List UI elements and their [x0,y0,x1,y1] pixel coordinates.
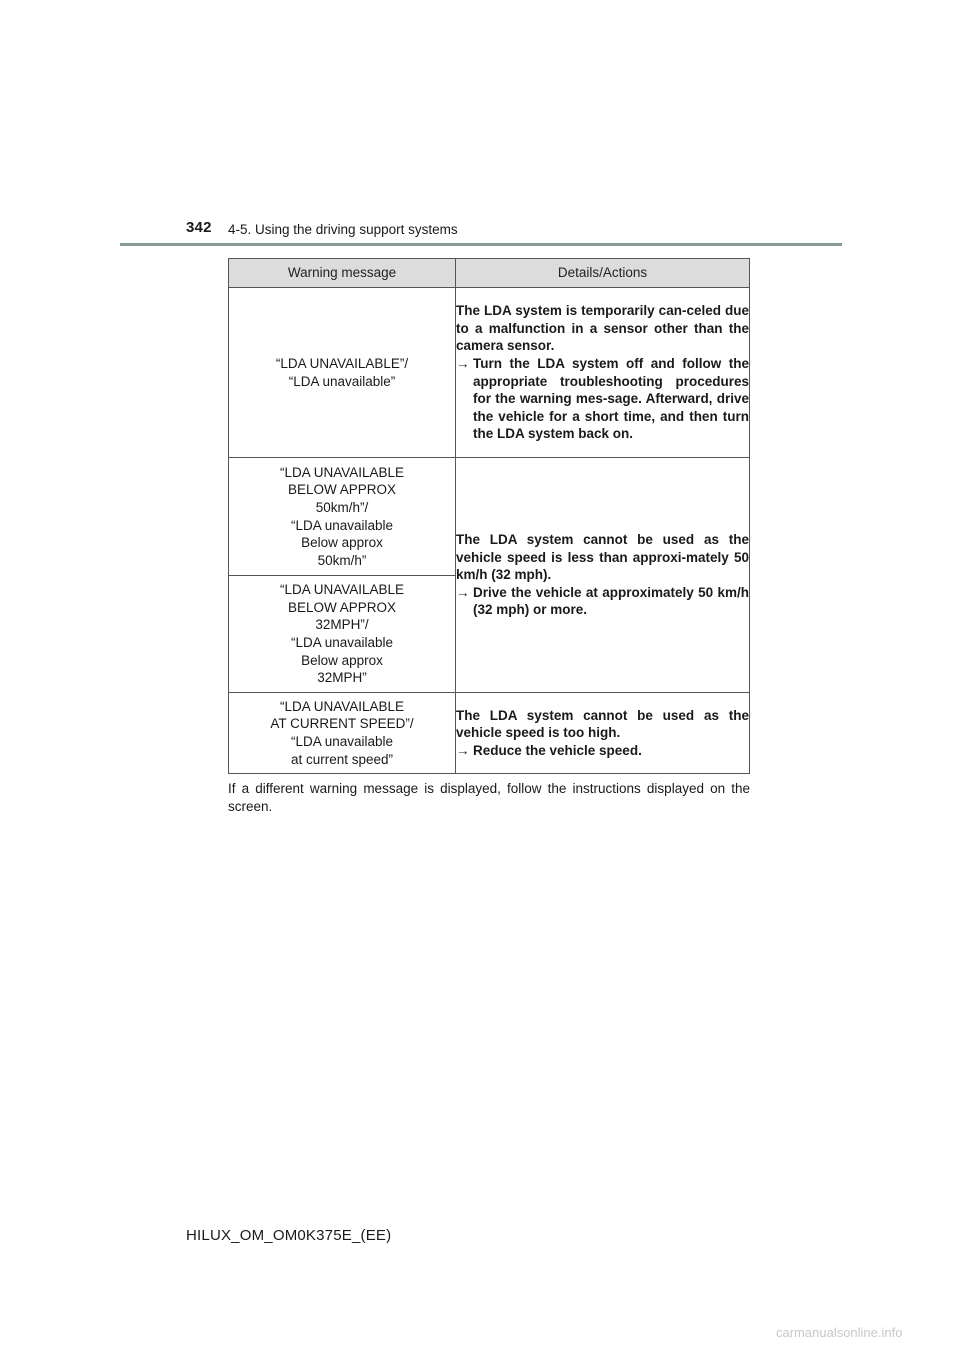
action-text: Reduce the vehicle speed. [473,742,642,758]
warning-message-cell: “LDA UNAVAILABLE AT CURRENT SPEED”/ “LDA unavailable at current speed” [229,693,456,774]
column-header-warning-message: Warning message [229,259,456,288]
table-row [229,288,750,458]
warning-message-table [228,258,750,774]
details-actions-cell [456,693,750,774]
section-title: 4-5. Using the driving support systems [228,222,458,237]
table-row [229,458,750,576]
warning-message-cell: “LDA UNAVAILABLE”/ “LDA unavailable” [229,288,456,458]
watermark: carmanualsonline.info [776,1325,903,1340]
action-item [456,584,749,619]
footnote-text: If a different warning message is displayed, follow the instructions displayed on the screen. [228,781,750,814]
document-code: HILUX_OM_OM0K375E_(EE) [186,1227,392,1244]
header-rule [120,243,842,246]
action-item [456,355,749,443]
details-actions-cell [456,458,750,693]
table-header-row [229,259,750,288]
page-number: 342 [186,219,212,236]
details-actions-cell [456,288,750,458]
arrow-icon: → [456,355,470,371]
details-text: The LDA system cannot be used as the vehicle speed is less than approxi-mately 50 km/h (32 mph). [456,532,749,583]
details-text: The LDA system cannot be used as the vehicle speed is too high. [456,707,749,741]
column-header-details-actions: Details/Actions [456,259,750,288]
warning-message-cell: “LDA UNAVAILABLE BELOW APPROX 50km/h”/ “LDA unavailable Below approx 50km/h” [229,458,456,576]
table-row [229,693,750,774]
arrow-icon: → [456,584,470,600]
action-text: Drive the vehicle at approximately 50 km/h (32 mph) or more. [473,584,749,618]
arrow-icon: → [456,742,470,758]
action-item [456,742,749,760]
details-text: The LDA system is temporarily can-celed due to a malfunction in a sensor other than the camera sensor. [456,303,749,354]
action-text: Turn the LDA system off and follow the appropriate troubleshooting procedures for the warning mes-sage. Afterward, drive the vehicle for a short time, and then turn the LDA system back on. [473,355,749,442]
warning-message-cell: “LDA UNAVAILABLE BELOW APPROX 32MPH”/ “LDA unavailable Below approx 32MPH” [229,576,456,693]
